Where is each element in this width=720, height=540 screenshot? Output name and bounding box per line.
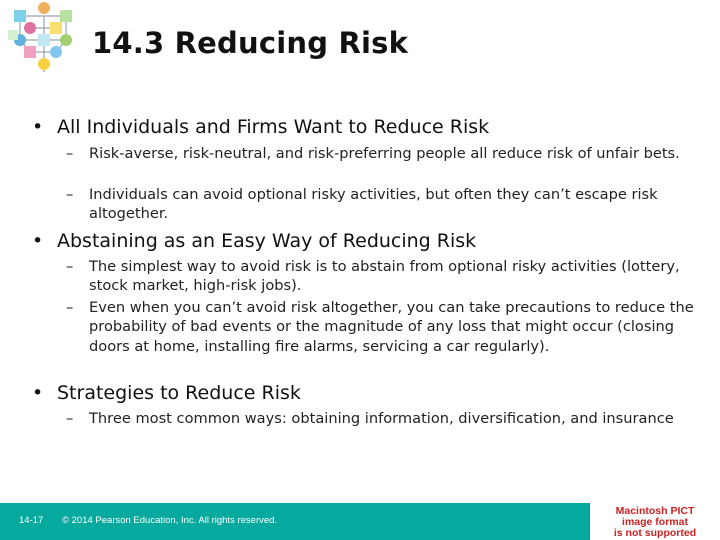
bullet-text: All Individuals and Firms Want to Reduce Risk (57, 116, 490, 138)
sub-bullet-text: The simplest way to avoid risk is to abstain from optional risky activities (lottery, stock market, high-risk jobs). (89, 258, 680, 295)
bullet-text: Abstaining as an Easy Way of Reducing Risk (57, 230, 477, 252)
dash-glyph: – (66, 145, 74, 162)
placeholder-line: image format (622, 516, 688, 528)
sub-bullet-text: Even when you can’t avoid risk altogether, you can take precautions to reduce the probability of bad events or the magnitude of any loss that might occur (closing doors at home, installing fire alarms, servicing a car regularly). (89, 299, 694, 355)
sub-bullet-item (66, 298, 696, 356)
slide-number: 14-17 (19, 515, 44, 526)
sub-bullet-item (66, 409, 696, 428)
sub-bullet-item (66, 185, 696, 224)
bullet-text: Strategies to Reduce Risk (57, 382, 301, 404)
sub-bullet-item (66, 144, 696, 163)
dash-glyph: – (66, 258, 74, 275)
bullet-glyph: • (32, 382, 44, 404)
placeholder-line: Macintosh PICT (615, 505, 695, 517)
unsupported-image-placeholder (590, 503, 720, 540)
sub-bullet-text: Three most common ways: obtaining information, diversification, and insurance (89, 410, 674, 427)
copyright-text: © 2014 Pearson Education, Inc. All rights reserved. (62, 515, 278, 526)
sub-bullet-text: Risk-averse, risk-neutral, and risk-preferring people all reduce risk of unfair bets. (89, 145, 680, 162)
placeholder-line: is not supported (613, 527, 697, 539)
slide-title: 14.3 Reducing Risk (92, 26, 409, 60)
dash-glyph: – (66, 299, 74, 316)
bullet-glyph: • (32, 116, 44, 138)
bullet-glyph: • (32, 230, 44, 252)
sub-bullet-item (66, 257, 696, 296)
dash-glyph: – (66, 410, 74, 427)
sub-bullet-text: Individuals can avoid optional risky activities, but often they can’t escape risk altogether. (89, 186, 658, 223)
footer-bar (0, 503, 590, 540)
dash-glyph: – (66, 186, 74, 203)
